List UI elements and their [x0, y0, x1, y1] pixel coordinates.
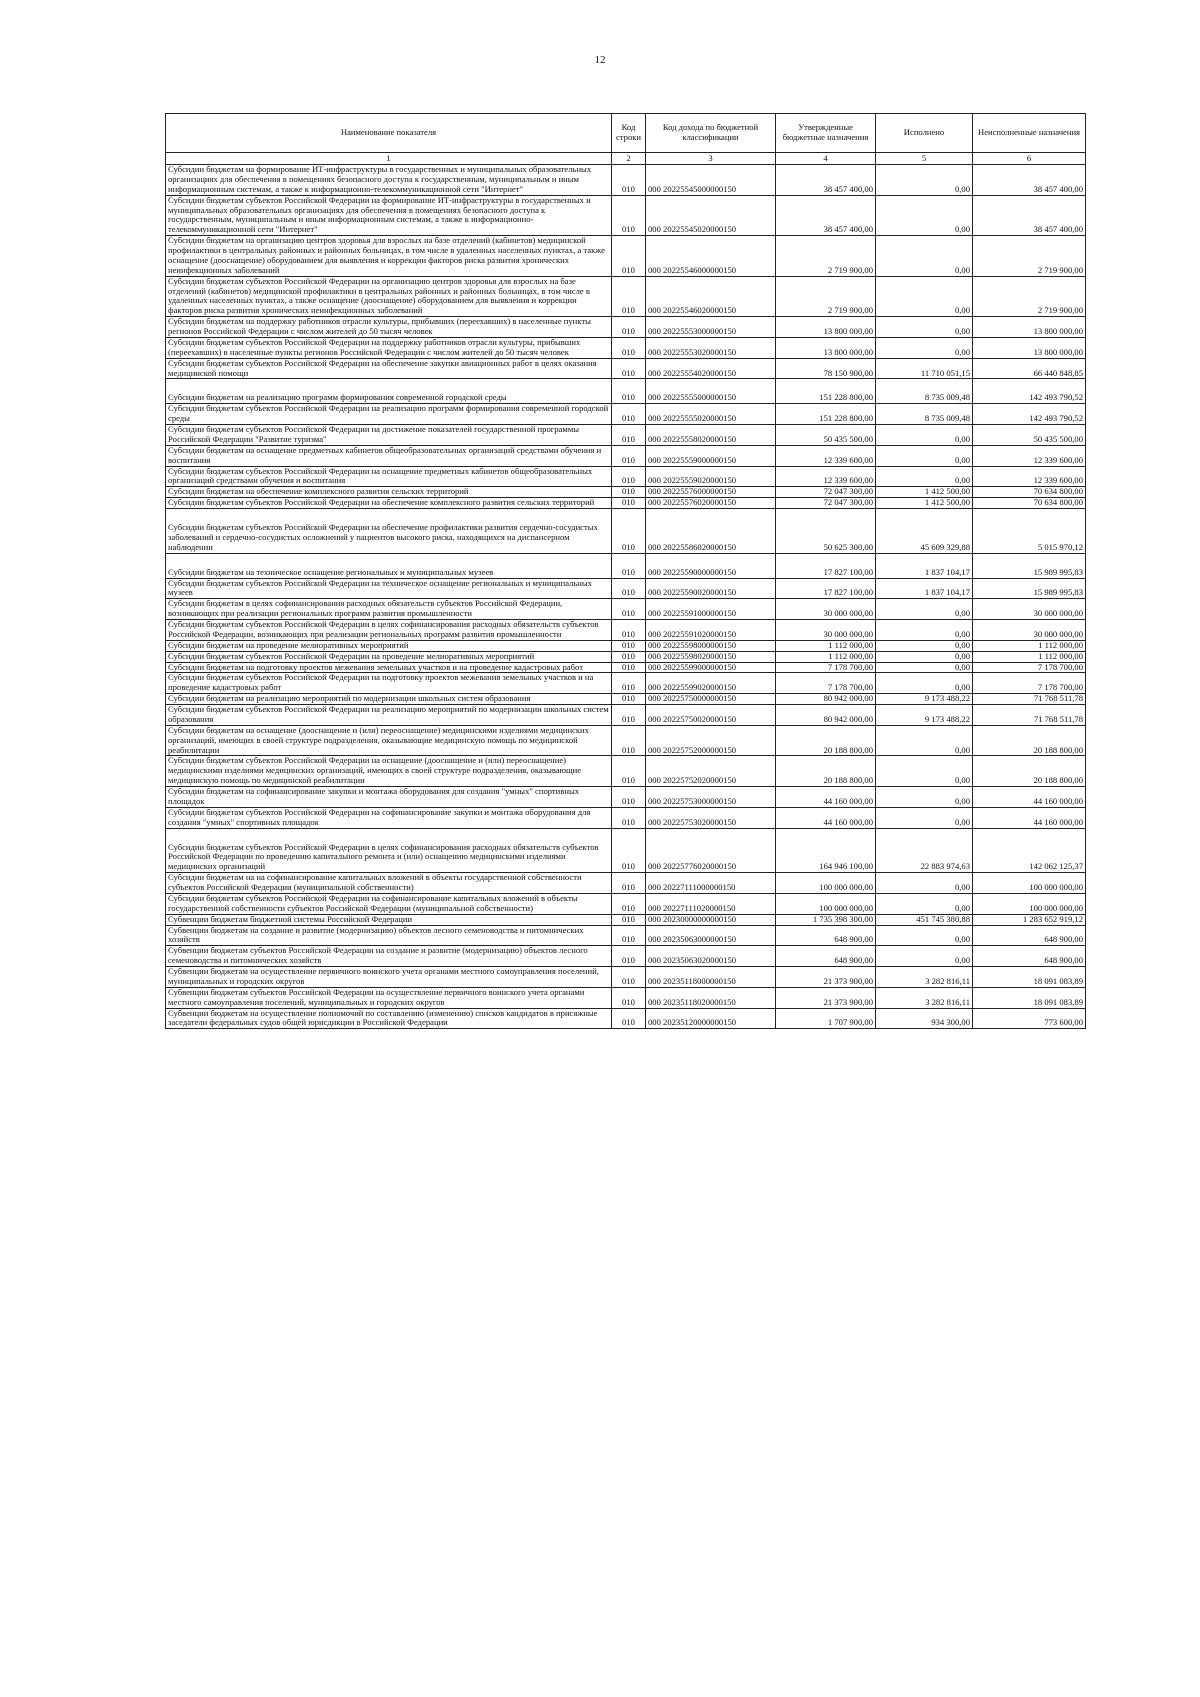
row-executed: 1 837 104,17	[876, 553, 973, 578]
column-number: 5	[876, 153, 973, 165]
row-income-code: 000 20225545000000150	[646, 165, 776, 196]
row-executed: 0,00	[876, 873, 973, 894]
row-approved: 151 228 800,00	[776, 379, 876, 404]
table-row	[166, 967, 1086, 988]
row-unexecuted: 71 768 511,78	[973, 694, 1086, 705]
row-line-code: 010	[612, 651, 646, 662]
row-income-code: 000 20225576020000150	[646, 498, 776, 509]
row-income-code: 000 20235118020000150	[646, 987, 776, 1008]
row-approved: 100 000 000,00	[776, 893, 876, 914]
row-name: Субсидии бюджетам субъектов Российской Федерации на проведение мелиоративных мероприятий	[166, 651, 612, 662]
row-name: Субсидии бюджетам на подготовку проектов межевания земельных участков и на проведение кадастровых работ	[166, 662, 612, 673]
row-executed: 0,00	[876, 466, 973, 487]
row-approved: 44 160 000,00	[776, 787, 876, 808]
row-unexecuted: 38 457 400,00	[973, 195, 1086, 236]
row-income-code: 000 20225558020000150	[646, 425, 776, 446]
row-executed: 0,00	[876, 165, 973, 196]
row-income-code: 000 20225590020000150	[646, 578, 776, 599]
column-number: 1	[166, 153, 612, 165]
row-name: Субсидии бюджетам на на софинансирование капитальных вложений в объекты государственной собственности субъектов Российской Федерации (муниципальной собственности)	[166, 873, 612, 894]
row-approved: 1 112 000,00	[776, 651, 876, 662]
row-unexecuted: 5 015 970,12	[973, 509, 1086, 554]
table-row	[166, 466, 1086, 487]
budget-execution-table	[165, 113, 1086, 1029]
row-approved: 72 047 300,00	[776, 487, 876, 498]
row-unexecuted: 100 000 000,00	[973, 893, 1086, 914]
row-income-code: 000 20225586020000150	[646, 509, 776, 554]
row-name: Субсидии бюджетам субъектов Российской Федерации на обеспечение закупки авиационных работ в целях оказания медицинской помощи	[166, 358, 612, 379]
row-executed: 0,00	[876, 662, 973, 673]
row-line-code: 010	[612, 553, 646, 578]
header-approved: Утвержденные бюджетные назначения	[776, 114, 876, 153]
row-line-code: 010	[612, 893, 646, 914]
row-executed: 9 173 488,22	[876, 705, 973, 726]
row-executed: 0,00	[876, 445, 973, 466]
table-row	[166, 828, 1086, 873]
row-name: Субсидии бюджетам на оснащение предметных кабинетов общеобразовательных организаций средствами обучения и воспитания	[166, 445, 612, 466]
row-line-code: 010	[612, 705, 646, 726]
row-unexecuted: 13 800 000,00	[973, 337, 1086, 358]
row-unexecuted: 2 719 900,00	[973, 276, 1086, 317]
row-name: Субсидии бюджетам субъектов Российской Федерации на организацию центров здоровья для взрослых на базе отделений (кабинетов) медицинской профилактики в центральных районных и районных больницах, в том числе в удаленных населенных пунктах, а также оснащение (дооснащение) оборудованием для выявления и коррекции факторов риска развития хронических неинфекционных заболеваний	[166, 276, 612, 317]
row-executed: 934 300,00	[876, 1008, 973, 1029]
row-approved: 7 178 700,00	[776, 673, 876, 694]
table-row	[166, 445, 1086, 466]
table-row	[166, 673, 1086, 694]
row-unexecuted: 70 634 800,00	[973, 487, 1086, 498]
row-approved: 13 800 000,00	[776, 337, 876, 358]
table-row	[166, 599, 1086, 620]
row-unexecuted: 142 062 125,37	[973, 828, 1086, 873]
row-unexecuted: 20 188 800,00	[973, 756, 1086, 787]
row-income-code: 000 20230000000000150	[646, 914, 776, 925]
row-income-code: 000 20225599020000150	[646, 673, 776, 694]
row-executed: 8 735 009,48	[876, 379, 973, 404]
row-name: Субсидии бюджетам субъектов Российской Федерации в целях софинансирования расходных обязательств субъектов Российской Федерации, возникающих при реализации региональных программ развития промышленности	[166, 620, 612, 641]
row-name: Субсидии бюджетам субъектов Российской Федерации на формирование ИТ-инфраструктуры в государственных и муниципальных образовательных организациях для обеспечения в помещениях безопасного доступа к государственным, муниципальным и иным информационным системам, а также к информационно-телекоммуникационной сети "Интернет"	[166, 195, 612, 236]
header-executed: Исполнено	[876, 114, 973, 153]
row-unexecuted: 50 435 500,00	[973, 425, 1086, 446]
row-approved: 30 000 000,00	[776, 599, 876, 620]
row-approved: 1 112 000,00	[776, 640, 876, 651]
row-line-code: 010	[612, 236, 646, 277]
column-number-row	[166, 153, 1086, 165]
row-income-code: 000 20235063020000150	[646, 946, 776, 967]
row-name: Субсидии бюджетам на обеспечение комплексного развития сельских территорий	[166, 487, 612, 498]
row-name: Субсидии бюджетам субъектов Российской Федерации на оснащение (дооснащение и (или) переоснащение) медицинскими изделиями медицинских организаций, имеющих в своей структуре подразделения, оказывающие медицинскую помощь по медицинской реабилитации	[166, 756, 612, 787]
row-executed: 0,00	[876, 195, 973, 236]
row-unexecuted: 1 112 000,00	[973, 640, 1086, 651]
row-name: Субвенции бюджетам бюджетной системы Российской Федерации	[166, 914, 612, 925]
row-name: Субвенции бюджетам на создание и развитие (модернизацию) объектов лесного семеноводства и питомнических хозяйств	[166, 925, 612, 946]
page-number: 12	[594, 54, 606, 66]
table-row	[166, 509, 1086, 554]
row-approved: 21 373 900,00	[776, 967, 876, 988]
row-unexecuted: 142 493 790,52	[973, 404, 1086, 425]
row-line-code: 010	[612, 317, 646, 338]
row-executed: 0,00	[876, 599, 973, 620]
row-name: Субсидии бюджетам субъектов Российской Федерации на реализацию программ формирования современной городской среды	[166, 404, 612, 425]
row-name: Субсидии бюджетам субъектов Российской Федерации на обеспечение профилактики развития сердечно-сосудистых заболеваний и сердечно-сосудистых осложнений у пациентов высокого риска, находящихся на диспансерном наблюдении	[166, 509, 612, 554]
row-unexecuted: 13 800 000,00	[973, 317, 1086, 338]
row-unexecuted: 12 339 600,00	[973, 466, 1086, 487]
row-executed: 0,00	[876, 620, 973, 641]
row-unexecuted: 100 000 000,00	[973, 873, 1086, 894]
row-unexecuted: 20 188 800,00	[973, 725, 1086, 756]
row-income-code: 000 20225752000000150	[646, 725, 776, 756]
row-income-code: 000 20225752020000150	[646, 756, 776, 787]
row-executed: 1 412 500,00	[876, 487, 973, 498]
table-row	[166, 1008, 1086, 1029]
row-line-code: 010	[612, 165, 646, 196]
row-approved: 12 339 600,00	[776, 466, 876, 487]
row-executed: 22 883 974,63	[876, 828, 973, 873]
row-executed: 0,00	[876, 946, 973, 967]
row-approved: 164 946 100,00	[776, 828, 876, 873]
row-executed: 11 710 051,15	[876, 358, 973, 379]
row-line-code: 010	[612, 807, 646, 828]
table-row	[166, 317, 1086, 338]
table-row	[166, 195, 1086, 236]
row-name: Субсидии бюджетам на техническое оснащение региональных и муниципальных музеев	[166, 553, 612, 578]
table-row	[166, 651, 1086, 662]
row-income-code: 000 20225554020000150	[646, 358, 776, 379]
table-row	[166, 620, 1086, 641]
row-income-code: 000 20225553000000150	[646, 317, 776, 338]
row-unexecuted: 38 457 400,00	[973, 165, 1086, 196]
row-approved: 151 228 800,00	[776, 404, 876, 425]
table-row	[166, 756, 1086, 787]
row-unexecuted: 18 091 083,89	[973, 967, 1086, 988]
row-executed: 0,00	[876, 787, 973, 808]
row-unexecuted: 44 160 000,00	[973, 807, 1086, 828]
table-row	[166, 873, 1086, 894]
row-name: Субсидии бюджетам субъектов Российской Федерации на подготовку проектов межевания земельных участков и на проведение кадастровых работ	[166, 673, 612, 694]
row-name: Субсидии бюджетам на проведение мелиоративных мероприятий	[166, 640, 612, 651]
row-approved: 2 719 900,00	[776, 276, 876, 317]
row-executed: 0,00	[876, 893, 973, 914]
row-unexecuted: 70 634 800,00	[973, 498, 1086, 509]
row-line-code: 010	[612, 195, 646, 236]
row-line-code: 010	[612, 946, 646, 967]
row-executed: 9 173 488,22	[876, 694, 973, 705]
row-executed: 0,00	[876, 725, 973, 756]
row-unexecuted: 71 768 511,78	[973, 705, 1086, 726]
table-row	[166, 705, 1086, 726]
row-unexecuted: 15 989 995,83	[973, 578, 1086, 599]
column-number: 2	[612, 153, 646, 165]
row-income-code: 000 20225576000000150	[646, 487, 776, 498]
row-name: Субвенции бюджетам субъектов Российской Федерации на осуществление первичного воинского учета органами местного самоуправления поселений, муниципальных и городских округов	[166, 987, 612, 1008]
row-name: Субсидии бюджетам на формирование ИТ-инфраструктуры в государственных и муниципальных образовательных организациях для обеспечения в помещениях безопасного доступа к государственным, муниципальным и иным информационным системам, а также к информационно-телекоммуникационной сети "Интернет"	[166, 165, 612, 196]
row-name: Субвенции бюджетам на осуществление первичного воинского учета органами местного самоуправления поселений, муниципальных и городских округов	[166, 967, 612, 988]
row-line-code: 010	[612, 487, 646, 498]
row-executed: 451 745 380,88	[876, 914, 973, 925]
row-unexecuted: 30 000 000,00	[973, 620, 1086, 641]
column-number: 6	[973, 153, 1086, 165]
row-approved: 12 339 600,00	[776, 445, 876, 466]
row-name: Субсидии бюджетам на поддержку работников отрасли культуры, прибывших (переехавших) в населенные пункты регионов Российской Федерации с числом жителей до 50 тысяч человек	[166, 317, 612, 338]
row-executed: 0,00	[876, 640, 973, 651]
row-line-code: 010	[612, 404, 646, 425]
row-income-code: 000 20225559020000150	[646, 466, 776, 487]
row-name: Субсидии бюджетам субъектов Российской Федерации в целях софинансирования расходных обязательств субъектов Российской Федерации по проведению капитального ремонта и (или) оснащению медицинскими изделиями медицинских организаций	[166, 828, 612, 873]
row-name: Субсидии бюджетам на софинансирование закупки и монтажа оборудования для создания "умных" спортивных площадок	[166, 787, 612, 808]
column-number: 3	[646, 153, 776, 165]
row-approved: 38 457 400,00	[776, 165, 876, 196]
row-approved: 44 160 000,00	[776, 807, 876, 828]
table-row	[166, 725, 1086, 756]
row-approved: 30 000 000,00	[776, 620, 876, 641]
row-unexecuted: 15 989 995,83	[973, 553, 1086, 578]
table-row	[166, 640, 1086, 651]
row-line-code: 010	[612, 662, 646, 673]
row-approved: 80 942 000,00	[776, 705, 876, 726]
row-executed: 0,00	[876, 276, 973, 317]
row-income-code: 000 20225553020000150	[646, 337, 776, 358]
row-line-code: 010	[612, 756, 646, 787]
row-line-code: 010	[612, 640, 646, 651]
row-name: Субвенции бюджетам на осуществление полномочий по составлению (изменению) списков кандидатов в присяжные заседатели федеральных судов общей юрисдикции в Российской Федерации	[166, 1008, 612, 1029]
row-income-code: 000 20225546000000150	[646, 236, 776, 277]
column-number: 4	[776, 153, 876, 165]
row-unexecuted: 30 000 000,00	[973, 599, 1086, 620]
row-approved: 13 800 000,00	[776, 317, 876, 338]
row-name: Субсидии бюджетам на реализацию мероприятий по модернизации школьных систем образования	[166, 694, 612, 705]
row-executed: 1 412 500,00	[876, 498, 973, 509]
table-body	[166, 165, 1086, 1029]
row-executed: 45 609 329,88	[876, 509, 973, 554]
row-name: Субсидии бюджетам субъектов Российской Федерации на софинансирование закупки и монтажа оборудования для создания "умных" спортивных площадок	[166, 807, 612, 828]
header-row	[166, 114, 1086, 153]
table-row	[166, 694, 1086, 705]
table-row	[166, 987, 1086, 1008]
table-row	[166, 236, 1086, 277]
row-line-code: 010	[612, 425, 646, 446]
table-row	[166, 787, 1086, 808]
table-row	[166, 925, 1086, 946]
row-income-code: 000 20225776020000150	[646, 828, 776, 873]
row-executed: 0,00	[876, 807, 973, 828]
row-income-code: 000 20225598020000150	[646, 651, 776, 662]
table-row	[166, 807, 1086, 828]
table-row	[166, 358, 1086, 379]
row-income-code: 000 20225555020000150	[646, 404, 776, 425]
row-name: Субсидии бюджетам субъектов Российской Федерации на оснащение предметных кабинетов общеобразовательных организаций средствами обучения и воспитания	[166, 466, 612, 487]
table-row	[166, 578, 1086, 599]
row-line-code: 010	[612, 1008, 646, 1029]
row-income-code: 000 20225555000000150	[646, 379, 776, 404]
row-executed: 0,00	[876, 337, 973, 358]
row-approved: 21 373 900,00	[776, 987, 876, 1008]
row-approved: 1 707 900,00	[776, 1008, 876, 1029]
row-line-code: 010	[612, 967, 646, 988]
row-line-code: 010	[612, 828, 646, 873]
row-unexecuted: 1 283 652 919,12	[973, 914, 1086, 925]
row-executed: 0,00	[876, 756, 973, 787]
row-line-code: 010	[612, 379, 646, 404]
header-unexecuted: Неисполненные назначения	[973, 114, 1086, 153]
table-row	[166, 662, 1086, 673]
row-unexecuted: 1 112 000,00	[973, 651, 1086, 662]
row-unexecuted: 648 900,00	[973, 946, 1086, 967]
table-row	[166, 893, 1086, 914]
row-name: Субсидии бюджетам на оснащение (дооснащение и (или) переоснащение) медицинскими изделиями медицинских организаций, имеющих в своей структуре подразделения, оказывающие медицинскую помощь по медицинской реабилитации	[166, 725, 612, 756]
row-line-code: 010	[612, 358, 646, 379]
row-approved: 50 625 300,00	[776, 509, 876, 554]
row-name: Субсидии бюджетам субъектов Российской Федерации на реализацию мероприятий по модернизации школьных систем образования	[166, 705, 612, 726]
row-approved: 1 735 398 300,00	[776, 914, 876, 925]
table-row	[166, 498, 1086, 509]
row-income-code: 000 20225750020000150	[646, 705, 776, 726]
row-approved: 2 719 900,00	[776, 236, 876, 277]
row-executed: 0,00	[876, 673, 973, 694]
row-executed: 0,00	[876, 925, 973, 946]
row-income-code: 000 20225546020000150	[646, 276, 776, 317]
row-executed: 3 282 816,11	[876, 967, 973, 988]
row-line-code: 010	[612, 578, 646, 599]
row-unexecuted: 2 719 900,00	[973, 236, 1086, 277]
row-name: Субсидии бюджетам субъектов Российской Федерации на достижение показателей государственной программы Российской Федерации "Развитие туризма"	[166, 425, 612, 446]
row-unexecuted: 7 178 700,00	[973, 673, 1086, 694]
row-unexecuted: 773 600,00	[973, 1008, 1086, 1029]
row-executed: 0,00	[876, 425, 973, 446]
row-approved: 100 000 000,00	[776, 873, 876, 894]
row-approved: 80 942 000,00	[776, 694, 876, 705]
row-unexecuted: 12 339 600,00	[973, 445, 1086, 466]
row-approved: 20 188 800,00	[776, 756, 876, 787]
row-executed: 8 735 009,48	[876, 404, 973, 425]
header-line-code: Код строки	[612, 114, 646, 153]
row-executed: 1 837 104,17	[876, 578, 973, 599]
row-income-code: 000 20225599000000150	[646, 662, 776, 673]
row-unexecuted: 7 178 700,00	[973, 662, 1086, 673]
header-indicator-name: Наименование показателя	[166, 114, 612, 153]
row-income-code: 000 20225559000000150	[646, 445, 776, 466]
table-row	[166, 276, 1086, 317]
row-income-code: 000 20225591000000150	[646, 599, 776, 620]
row-unexecuted: 18 091 083,89	[973, 987, 1086, 1008]
row-name: Субсидии бюджетам на организацию центров здоровья для взрослых на базе отделений (кабинетов) медицинской профилактики в центральных районных и районных больницах, в том числе в удаленных населенных пунктах, а также оснащение (дооснащение) оборудованием для выявления и коррекции факторов риска развития хронических неинфекционных заболеваний	[166, 236, 612, 277]
row-income-code: 000 20227111000000150	[646, 873, 776, 894]
row-line-code: 010	[612, 445, 646, 466]
row-income-code: 000 20225753020000150	[646, 807, 776, 828]
row-name: Субсидии бюджетам субъектов Российской Федерации на софинансирование капитальных вложений в объекты государственной собственности субъектов Российской Федерации (муниципальной собственности)	[166, 893, 612, 914]
row-line-code: 010	[612, 337, 646, 358]
table-row	[166, 946, 1086, 967]
row-approved: 78 150 900,00	[776, 358, 876, 379]
row-line-code: 010	[612, 620, 646, 641]
row-executed: 0,00	[876, 236, 973, 277]
row-approved: 17 827 100,00	[776, 578, 876, 599]
table-row	[166, 404, 1086, 425]
table-row	[166, 379, 1086, 404]
row-income-code: 000 20225591020000150	[646, 620, 776, 641]
row-name: Субсидии бюджетам в целях софинансирования расходных обязательств субъектов Российской Федерации, возникающих при реализации региональных программ развития промышленности	[166, 599, 612, 620]
row-income-code: 000 20225545020000150	[646, 195, 776, 236]
row-line-code: 010	[612, 694, 646, 705]
header-income-code: Код дохода по бюджетной классификации	[646, 114, 776, 153]
row-approved: 648 900,00	[776, 946, 876, 967]
row-income-code: 000 20225753000000150	[646, 787, 776, 808]
table-row	[166, 165, 1086, 196]
row-line-code: 010	[612, 873, 646, 894]
row-income-code: 000 20225598000000150	[646, 640, 776, 651]
row-line-code: 010	[612, 673, 646, 694]
row-line-code: 010	[612, 787, 646, 808]
row-line-code: 010	[612, 466, 646, 487]
row-line-code: 010	[612, 725, 646, 756]
row-name: Субвенции бюджетам субъектов Российской Федерации на создание и развитие (модернизацию) объектов лесного семеноводства и питомнических хозяйств	[166, 946, 612, 967]
row-approved: 17 827 100,00	[776, 553, 876, 578]
row-executed: 0,00	[876, 317, 973, 338]
row-unexecuted: 142 493 790,52	[973, 379, 1086, 404]
table-row	[166, 337, 1086, 358]
row-income-code: 000 20235120000000150	[646, 1008, 776, 1029]
row-income-code: 000 20235063000000150	[646, 925, 776, 946]
row-approved: 50 435 500,00	[776, 425, 876, 446]
row-line-code: 010	[612, 925, 646, 946]
row-approved: 7 178 700,00	[776, 662, 876, 673]
table-row	[166, 425, 1086, 446]
table-row	[166, 553, 1086, 578]
row-unexecuted: 66 440 848,85	[973, 358, 1086, 379]
table-row	[166, 914, 1086, 925]
row-income-code: 000 20225750000000150	[646, 694, 776, 705]
row-line-code: 010	[612, 987, 646, 1008]
row-income-code: 000 20235118000000150	[646, 967, 776, 988]
row-income-code: 000 20227111020000150	[646, 893, 776, 914]
row-name: Субсидии бюджетам субъектов Российской Федерации на техническое оснащение региональных и муниципальных музеев	[166, 578, 612, 599]
row-line-code: 010	[612, 498, 646, 509]
row-name: Субсидии бюджетам на реализацию программ формирования современной городской среды	[166, 379, 612, 404]
row-line-code: 010	[612, 599, 646, 620]
table-row	[166, 487, 1086, 498]
row-approved: 20 188 800,00	[776, 725, 876, 756]
row-executed: 3 282 816,11	[876, 987, 973, 1008]
row-approved: 72 047 300,00	[776, 498, 876, 509]
row-approved: 648 900,00	[776, 925, 876, 946]
row-unexecuted: 44 160 000,00	[973, 787, 1086, 808]
row-line-code: 010	[612, 914, 646, 925]
row-income-code: 000 20225590000000150	[646, 553, 776, 578]
row-executed: 0,00	[876, 651, 973, 662]
row-name: Субсидии бюджетам субъектов Российской Федерации на поддержку работников отрасли культуры, прибывших (переехавших) в населенные пункты регионов Российской Федерации с числом жителей до 50 тысяч человек	[166, 337, 612, 358]
row-approved: 38 457 400,00	[776, 195, 876, 236]
row-line-code: 010	[612, 276, 646, 317]
row-line-code: 010	[612, 509, 646, 554]
row-name: Субсидии бюджетам субъектов Российской Федерации на обеспечение комплексного развития сельских территорий	[166, 498, 612, 509]
row-unexecuted: 648 900,00	[973, 925, 1086, 946]
